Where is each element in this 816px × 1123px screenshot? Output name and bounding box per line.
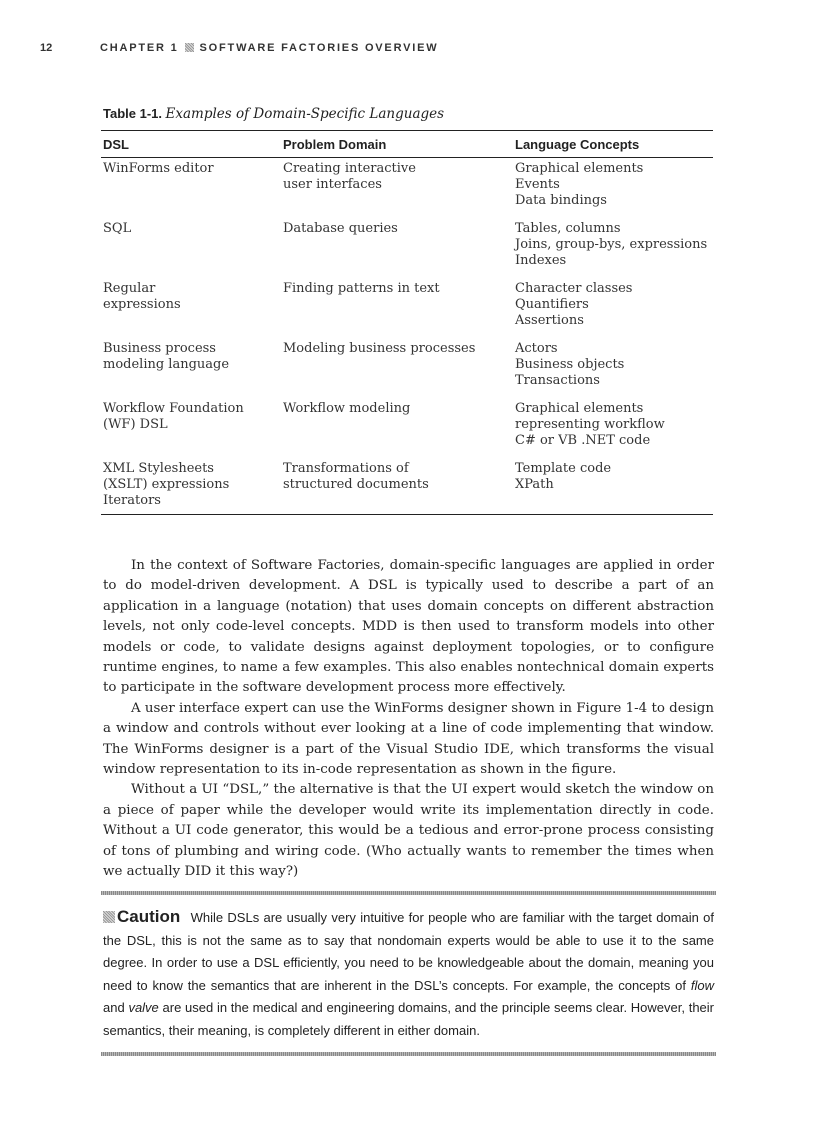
caution-text: While DSLs are usually very intuitive for people who are familiar with the target domain of the DSL, this is not the same as to say that nondomain experts would be able to use it to the same degree. In order to use a DSL efficiently, you need to be knowledgeable about the domain, meaning you need to know the semantics that are inherent in the DSL’s concepts. For example, the concepts of — [103, 910, 714, 993]
table-row — [101, 158, 713, 218]
cell-line: SQL — [103, 221, 132, 236]
dsl-cell — [103, 341, 229, 373]
term-valve: valve — [128, 1000, 159, 1016]
table-caption — [103, 106, 444, 123]
cell-line: Workflow Foundation — [103, 401, 244, 416]
concepts-cell — [515, 161, 643, 209]
square-bullet-icon — [185, 43, 194, 52]
cell-line: Tables, columns — [515, 221, 621, 236]
column-header-problem-domain: Problem Domain — [283, 137, 387, 152]
cell-line: Character classes — [515, 281, 633, 296]
table-row — [101, 278, 713, 338]
concepts-cell — [515, 401, 665, 449]
table-header-row — [101, 131, 713, 158]
cell-line: Business objects — [515, 357, 625, 372]
cell-line: C# or VB .NET code — [515, 433, 651, 448]
caution-text: are used in the medical and engineering domains, and the principle seems clear. However, their semantics, their meaning, is completely different in either domain. — [103, 1000, 714, 1038]
cell-line: Template code — [515, 461, 612, 476]
cell-line: Finding patterns in text — [283, 281, 440, 296]
cell-line: Regular — [103, 281, 156, 296]
term-flow: flow — [690, 977, 714, 993]
dsl-cell — [103, 161, 214, 177]
chapter-title: SOFTWARE FACTORIES OVERVIEW — [199, 42, 439, 54]
cell-line: user interfaces — [283, 177, 382, 192]
cell-line: Iterators — [103, 493, 161, 508]
dsl-cell — [103, 401, 244, 433]
cell-line: Creating interactive — [283, 161, 416, 176]
cell-line: Quantifiers — [515, 297, 589, 312]
running-header — [40, 42, 776, 58]
caution-bottom-rule — [101, 1052, 716, 1056]
dsl-cell — [103, 221, 131, 237]
caution-text: and — [103, 1000, 125, 1016]
caution-title: Caution — [117, 907, 181, 926]
dsl-table — [101, 130, 713, 515]
concepts-cell — [515, 461, 611, 493]
column-header-dsl: DSL — [103, 137, 129, 152]
paragraph: A user interface expert can use the WinForms designer shown in Figure 1-4 to design a window and controls without ever looking at a line of code implementing that window. The WinForms designer is a part of the Visual Studio IDE, which transforms the visual window representation to its in-code representation as shown in the figure. — [103, 700, 714, 778]
square-bullet-icon — [103, 911, 115, 923]
cell-line: Graphical elements — [515, 161, 644, 176]
cell-line: (XSLT) expressions — [103, 477, 230, 492]
domain-cell — [283, 221, 398, 237]
cell-line: Events — [515, 177, 560, 192]
table-label: Table 1-1. — [103, 106, 163, 121]
cell-line: Assertions — [515, 313, 584, 328]
concepts-cell — [515, 341, 624, 389]
table-row — [101, 218, 713, 278]
cell-line: Business process — [103, 341, 216, 356]
cell-line: Actors — [515, 341, 558, 356]
dsl-cell — [103, 281, 181, 313]
table-caption-text: Examples of Domain-Specific Languages — [165, 106, 445, 122]
concepts-cell — [515, 281, 632, 329]
caution-top-rule — [101, 891, 716, 895]
cell-line: Transformations of — [283, 461, 409, 476]
cell-line: modeling language — [103, 357, 230, 372]
paragraph: Without a UI “DSL,” the alternative is that the UI expert would sketch the window on a piece of paper while the developer would write its implementation directly in code. Without a UI code generator, this would be a tedious and error-prone process consisting of tons of plumbing and wiring code. (Who actually wants to remember the times when we actually DID it this way?) — [103, 782, 714, 880]
cell-line: WinForms editor — [103, 161, 214, 176]
cell-line: Joins, group-bys, expressions — [515, 237, 708, 252]
domain-cell — [283, 341, 475, 357]
page-number: 12 — [40, 42, 53, 54]
table-row — [101, 338, 713, 398]
table-row — [101, 398, 713, 458]
cell-line: Indexes — [515, 253, 567, 268]
caution-box — [103, 906, 714, 1043]
column-header-language-concepts: Language Concepts — [515, 137, 640, 152]
cell-line: expressions — [103, 297, 181, 312]
cell-line: XPath — [515, 477, 554, 492]
cell-line: representing workflow — [515, 417, 665, 432]
chapter-heading — [100, 42, 438, 54]
cell-line: Database queries — [283, 221, 398, 236]
cell-line: (WF) DSL — [103, 417, 168, 432]
cell-line: XML Stylesheets — [103, 461, 214, 476]
chapter-label: CHAPTER 1 — [100, 42, 179, 54]
cell-line: Workflow modeling — [283, 401, 411, 416]
table-row — [101, 458, 713, 514]
cell-line: Modeling business processes — [283, 341, 476, 356]
domain-cell — [283, 161, 416, 193]
domain-cell — [283, 281, 440, 297]
cell-line: Graphical elements — [515, 401, 644, 416]
dsl-cell — [103, 461, 229, 509]
concepts-cell — [515, 221, 707, 269]
cell-line: Data bindings — [515, 193, 607, 208]
paragraph: In the context of Software Factories, domain-specific languages are applied in order to do model-driven development. A DSL is typically used to describe a part of an application in a language (notation) that uses domain concepts on different abstraction levels, not only code-level concepts. MDD is then used to transform models into other models or code, to validate designs against deployment topologies, or to configure runtime engines, to name a few examples. This also enables nontechnical domain experts to participate in the software development process more effectively. — [103, 558, 714, 696]
body-text — [103, 556, 714, 883]
domain-cell — [283, 401, 410, 417]
cell-line: structured documents — [283, 477, 429, 492]
domain-cell — [283, 461, 429, 493]
cell-line: Transactions — [515, 373, 600, 388]
